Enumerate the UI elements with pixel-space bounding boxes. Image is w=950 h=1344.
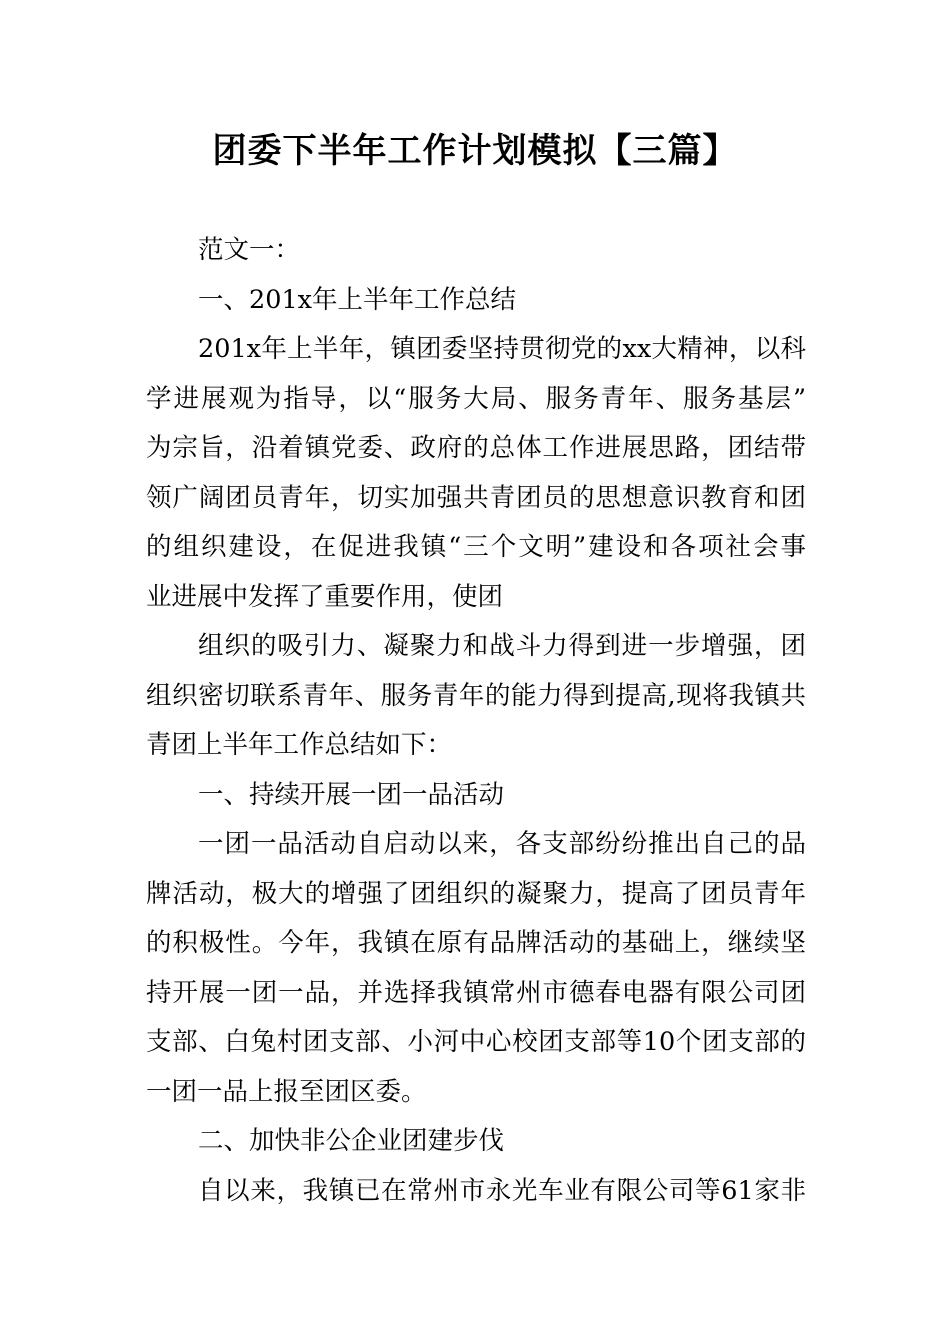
text-line: 的积极性。今年，我镇在原有品牌活动的基础上，继续坚 — [146, 928, 806, 958]
text-line: 领广阔团员青年，切实加强共青团员的思想意识教育和团 — [146, 482, 806, 513]
document-body — [146, 226, 806, 1216]
text-line: 组织的吸引力、凝聚力和战斗力得到进一步增强，团 — [198, 631, 806, 661]
text-line: 自以来，我镇已在常州市永光车业有限公司等61家非 — [198, 1175, 806, 1206]
text-line: 一、201x年上半年工作总结 — [198, 284, 517, 315]
text-line: 学进展观为指导，以“服务大局、服务青年、服务基层” — [146, 383, 806, 414]
text-line: 业进展中发挥了重要作用，使团 — [146, 581, 504, 612]
text-line: 一、持续开展一团一品活动 — [198, 779, 505, 810]
document-title: 团委下半年工作计划模拟【三篇】 — [212, 131, 738, 171]
text-line: 支部、白兔村团支部、小河中心校团支部等10个团支部的 — [146, 1027, 806, 1057]
text-line: 范文一： — [198, 235, 301, 265]
text-line: 牌活动，极大的增强了团组织的凝聚力，提高了团员青年 — [146, 878, 806, 909]
text-line: 为宗旨，沿着镇党委、政府的总体工作进展思路，团结带 — [146, 433, 806, 463]
text-line: 一团一品上报至团区委。 — [146, 1076, 427, 1107]
text-line: 持开展一团一品，并选择我镇常州市德春电器有限公司团 — [146, 977, 806, 1008]
text-line: 一团一品活动自启动以来，各支部纷纷推出自己的品 — [198, 829, 806, 859]
text-line: 201x年上半年，镇团委坚持贯彻党的xx大精神，以科 — [198, 334, 806, 364]
text-line: 青团上半年工作总结如下： — [146, 730, 453, 760]
text-line: 二、加快非公企业团建步伐 — [198, 1126, 505, 1156]
text-line: 组织密切联系青年、服务青年的能力得到提高,现将我镇共 — [146, 680, 806, 711]
text-line: 的组织建设，在促进我镇“三个文明”建设和各项社会事 — [146, 532, 806, 562]
